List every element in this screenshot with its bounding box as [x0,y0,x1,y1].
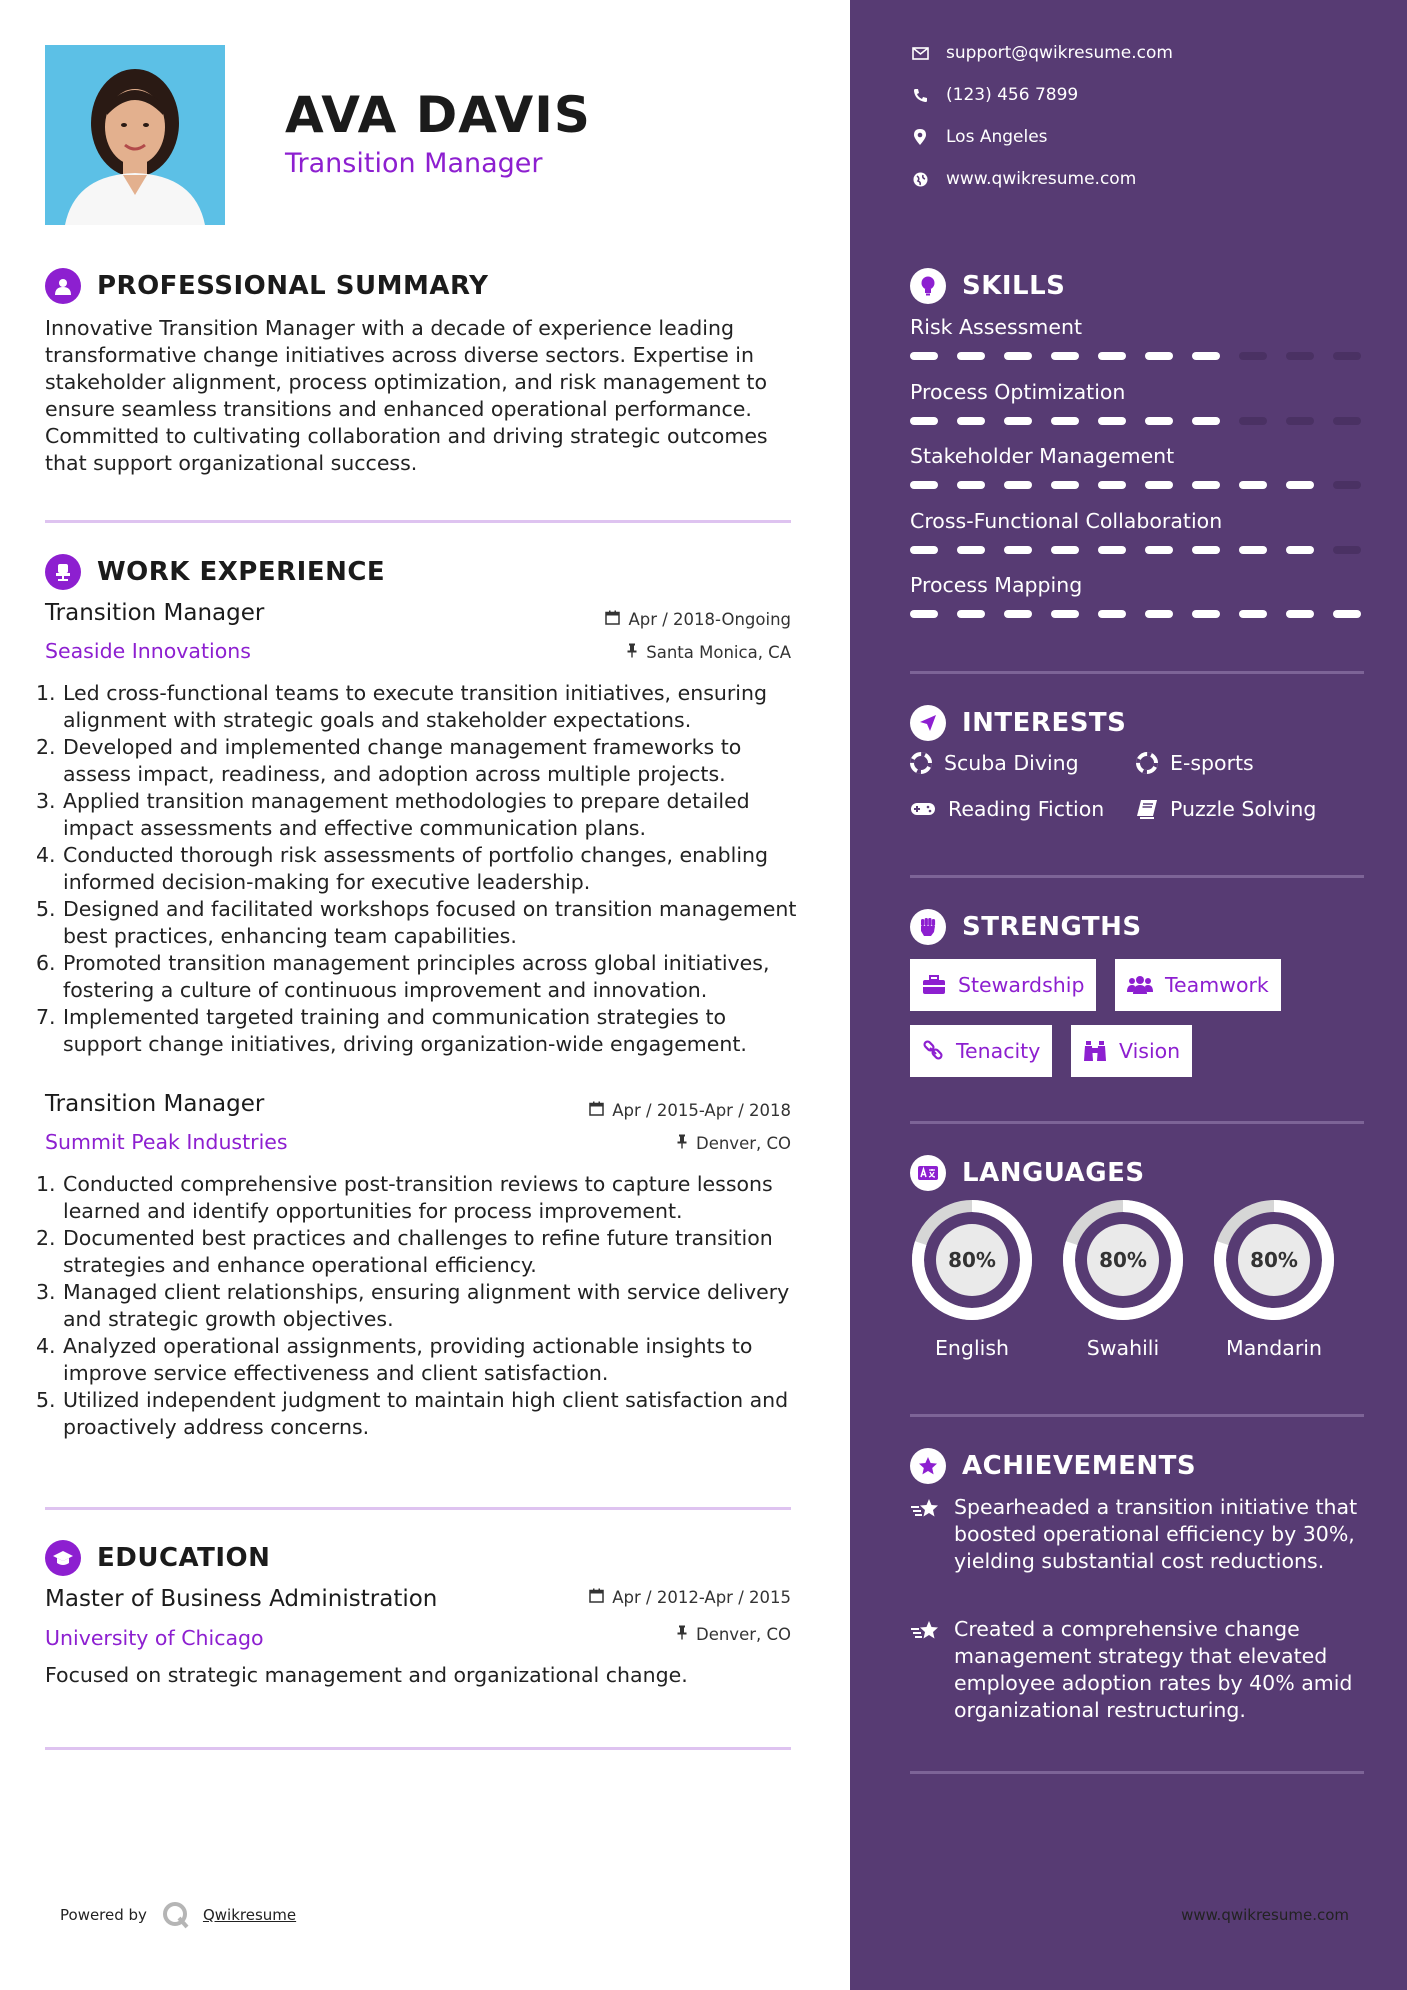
achievement-item [910,1494,1370,1575]
skill-dash [910,610,938,618]
item-number: 5. [36,897,56,921]
job-dates-text: Apr / 2015-Apr / 2018 [612,1101,791,1120]
skill-dash [1051,546,1079,554]
responsibility-item [36,788,801,842]
link-icon [922,1040,944,1062]
shooting-star-icon [910,1494,954,1575]
phone-icon [910,88,930,103]
item-text: Applied transition management methodologies to prepare detailed impact assessments and effective communication plans. [63,789,750,840]
item-text: Promoted transition management principles across global initiatives, fostering a culture of continuous improvement and innovation. [63,951,770,1002]
school-name: University of Chicago [45,1626,264,1650]
job-location-text: Denver, CO [695,1134,791,1153]
education-description: Focused on strategic management and organizational change. [45,1663,688,1687]
skill-dash [1333,352,1361,360]
skill-dash [957,481,985,489]
education-dates [589,1588,791,1607]
divider [45,520,791,523]
languages-title: LANGUAGES [962,1158,1145,1188]
skill-rating [910,417,1361,425]
achievements-heading [910,1448,1196,1484]
language-percent: 80% [1250,1248,1298,1272]
powered-by-label: Powered by [60,1906,147,1924]
skills-heading [910,268,1065,304]
skill-dash [1286,546,1314,554]
powered-by [60,1900,296,1930]
skill-dash [957,417,985,425]
contact-email [910,43,1173,63]
item-number: 1. [36,681,56,705]
skill-name: Stakeholder Management [910,444,1175,468]
skill-name: Risk Assessment [910,315,1082,339]
summary-title: PROFESSIONAL SUMMARY [97,271,489,301]
item-number: 7. [36,1005,56,1029]
job-responsibilities [36,680,801,1058]
summary-text: Innovative Transition Manager with a decade of experience leading transformative change initiatives across diverse sectors. Expertise in stakeholder alignment, process optimization, and risk management to ensure seamless transitions and enhanced operational performance. Committed to cultivating collaboration and driving strategic outcomes that support organizational success. [45,316,768,475]
skill-dash [1192,417,1220,425]
skill-dash [1145,546,1173,554]
skill-dash [1004,481,1032,489]
language-percent: 80% [948,1248,996,1272]
phone-text: (123) 456 7899 [946,85,1079,105]
degree-name: Master of Business Administration [45,1586,438,1612]
divider [910,671,1364,674]
pin-icon [676,1134,688,1153]
interest-label: Reading Fiction [948,797,1105,821]
skill-dash [1098,546,1126,554]
chair-icon [45,554,81,590]
item-text: Developed and implemented change management frameworks to assess impact, readiness, and adoption across multiple projects. [63,735,742,786]
skill-dash [1098,481,1126,489]
language-item [910,1198,1034,1360]
divider [45,1507,791,1510]
calendar-icon [605,610,620,629]
company-name: Seaside Innovations [45,639,251,663]
achievements-title: ACHIEVEMENTS [962,1451,1197,1481]
skill-dash [1192,546,1220,554]
job-location [676,1134,791,1153]
education-location-text: Denver, CO [695,1625,791,1644]
lightbulb-icon [910,268,946,304]
language-percent: 80% [1099,1248,1147,1272]
fist-icon [910,909,946,945]
skills-title: SKILLS [962,271,1066,301]
contact-phone [910,85,1078,105]
globe-icon [910,172,930,187]
candidate-title: Transition Manager [285,148,543,179]
interest-label: Scuba Diving [944,751,1079,775]
sidebar [850,0,1407,1990]
strength-label: Teamwork [1165,973,1269,997]
strength-tag [910,1025,1052,1077]
achievement-item [910,1616,1370,1724]
item-number: 1. [36,1172,56,1196]
strength-label: Tenacity [956,1039,1041,1063]
interest-item [1136,797,1316,821]
item-text: Implemented targeted training and communication strategies to support change initiatives, driving organization-wide engagement. [63,1005,747,1056]
skill-dash [1004,610,1032,618]
user-icon [45,268,81,304]
skill-dash [910,352,938,360]
language-icon [910,1155,946,1191]
item-text: Documented best practices and challenges to refine future transition strategies and enhance operational efficiency. [63,1226,773,1277]
language-item [1212,1198,1336,1360]
skill-dash [1004,417,1032,425]
website-text[interactable]: www.qwikresume.com [946,169,1137,189]
item-text: Led cross-functional teams to execute transition initiatives, ensuring alignment with strategic goals and stakeholder expectations. [63,681,767,732]
skill-dash [1333,417,1361,425]
divider [910,1414,1364,1417]
responsibility-item [36,1333,801,1387]
pin-icon [676,1625,688,1644]
footer-url[interactable]: www.qwikresume.com [1181,1906,1349,1924]
strengths-heading [910,909,1142,945]
item-number: 6. [36,951,56,975]
interest-item [910,797,1104,821]
language-ring [1212,1198,1336,1322]
company-name: Summit Peak Industries [45,1130,288,1154]
skill-dash [1098,610,1126,618]
skill-dash [1145,417,1173,425]
language-name: English [934,1336,1010,1360]
skill-rating [910,481,1361,489]
responsibility-item [36,1387,801,1441]
languages-heading [910,1155,1145,1191]
skill-dash [910,481,938,489]
skill-dash [1145,610,1173,618]
skill-dash [957,546,985,554]
calendar-icon [589,1588,604,1607]
divider [45,1747,791,1750]
item-number: 3. [36,1280,56,1304]
item-text: Managed client relationships, ensuring alignment with service delivery and strategic growth objectives. [63,1280,790,1331]
responsibility-item [36,1004,801,1058]
book-icon [1136,799,1158,819]
skill-dash [1286,417,1314,425]
achievement-text: Spearheaded a transition initiative that boosted operational efficiency by 30%, yielding substantial cost reductions. [954,1495,1358,1573]
graduation-cap-icon [45,1540,81,1576]
skill-dash [1051,417,1079,425]
job-title: Transition Manager [45,1091,265,1117]
skill-dash [1051,352,1079,360]
lifebuoy-icon [910,752,932,774]
interests-heading [910,705,1126,741]
education-heading [45,1540,270,1576]
strengths-title: STRENGTHS [962,912,1142,942]
skill-dash [1192,352,1220,360]
skill-dash [1286,481,1314,489]
map-pin-icon [910,129,930,145]
item-number: 5. [36,1388,56,1412]
language-item [1061,1198,1185,1360]
shooting-star-icon [910,1616,954,1724]
lifebuoy-icon [1136,752,1158,774]
experience-heading [45,554,385,590]
job-title: Transition Manager [45,600,265,626]
interest-label: E-sports [1170,751,1254,775]
interest-item [1136,751,1254,775]
item-text: Analyzed operational assignments, providing actionable insights to improve service effectiveness and client satisfaction. [63,1334,753,1385]
skill-dash [1145,352,1173,360]
strength-tag [1115,959,1281,1011]
skill-dash [1286,610,1314,618]
skill-dash [1004,352,1032,360]
responsibility-item [36,1225,801,1279]
skill-dash [1098,417,1126,425]
location-text: Los Angeles [946,127,1048,147]
item-text: Designed and facilitated workshops focused on transition management best practices, enhancing team capabilities. [63,897,797,948]
skill-dash [1098,352,1126,360]
skill-name: Cross-Functional Collaboration [910,508,1223,533]
skill-dash [1333,481,1361,489]
achievement-text: Created a comprehensive change management strategy that elevated employee adoption rates by 40% amid organizational restructuring. [954,1617,1353,1722]
education-location [676,1625,791,1644]
envelope-icon [910,47,930,60]
divider [910,1771,1364,1774]
skill-name: Process Mapping [910,573,1083,597]
skill-dash [1286,352,1314,360]
skill-dash [1239,417,1267,425]
job-location [626,643,791,662]
strength-label: Stewardship [958,973,1085,997]
skill-rating [910,610,1361,618]
skill-dash [1145,481,1173,489]
binoculars-icon [1083,1040,1107,1062]
users-icon [1127,975,1153,995]
skill-dash [1333,546,1361,554]
paper-plane-icon [910,705,946,741]
item-text: Conducted thorough risk assessments of portfolio changes, enabling informed decision-making for executive leadership. [63,843,769,894]
strength-tag [1071,1025,1192,1077]
skill-dash [957,352,985,360]
skill-dash [1051,610,1079,618]
responsibility-item [36,734,801,788]
profile-photo [45,45,225,225]
gamepad-icon [910,801,936,817]
item-number: 4. [36,1334,56,1358]
language-name: Swahili [1086,1336,1160,1360]
job-dates [589,1101,791,1120]
job-dates-text: Apr / 2018-Ongoing [628,610,791,629]
responsibility-item [36,680,801,734]
qwikresume-logo-icon [161,1900,191,1930]
responsibility-item [36,1171,801,1225]
contact-website [910,169,1136,189]
job-location-text: Santa Monica, CA [646,643,791,662]
skill-rating [910,546,1361,554]
summary-heading [45,268,488,304]
language-ring [1061,1198,1185,1322]
education-dates-text: Apr / 2012-Apr / 2015 [612,1588,791,1607]
interest-item [910,751,1079,775]
email-text[interactable]: support@qwikresume.com [946,43,1173,63]
skill-dash [1239,352,1267,360]
skill-dash [1239,610,1267,618]
language-ring [910,1198,1034,1322]
skill-dash [1239,481,1267,489]
skill-dash [1004,546,1032,554]
interest-label: Puzzle Solving [1170,797,1317,821]
skill-dash [1239,546,1267,554]
candidate-name: AVA DAVIS [285,86,591,144]
skill-dash [1333,610,1361,618]
education-title: EDUCATION [97,1543,271,1573]
item-number: 4. [36,843,56,867]
qwikresume-link[interactable]: Qwikresume [202,1906,297,1924]
experience-title: WORK EXPERIENCE [97,557,386,587]
interests-title: INTERESTS [962,708,1127,738]
language-name: Mandarin [1226,1336,1322,1360]
divider [910,1121,1364,1124]
skill-dash [1192,610,1220,618]
skill-name: Process Optimization [910,379,1126,404]
responsibility-item [36,950,801,1004]
briefcase-icon [922,975,946,995]
item-text: Conducted comprehensive post-transition reviews to capture lessons learned and identify opportunities for process improvement. [63,1172,773,1223]
strength-tag [910,959,1096,1011]
job-dates [605,610,791,629]
pin-icon [626,643,638,662]
skill-dash [957,610,985,618]
skill-dash [1192,481,1220,489]
divider [910,875,1364,878]
job-responsibilities [36,1171,801,1441]
skill-dash [910,417,938,425]
item-number: 3. [36,789,56,813]
skill-dash [910,546,938,554]
skill-dash [1051,481,1079,489]
contact-location [910,127,1048,147]
item-number: 2. [36,735,56,759]
star-badge-icon [910,1448,946,1484]
skill-rating [910,352,1361,360]
responsibility-item [36,1279,801,1333]
item-number: 2. [36,1226,56,1250]
responsibility-item [36,896,801,950]
calendar-icon [589,1101,604,1120]
item-text: Utilized independent judgment to maintain high client satisfaction and proactively address concerns. [63,1388,789,1439]
strength-label: Vision [1119,1039,1181,1063]
responsibility-item [36,842,801,896]
